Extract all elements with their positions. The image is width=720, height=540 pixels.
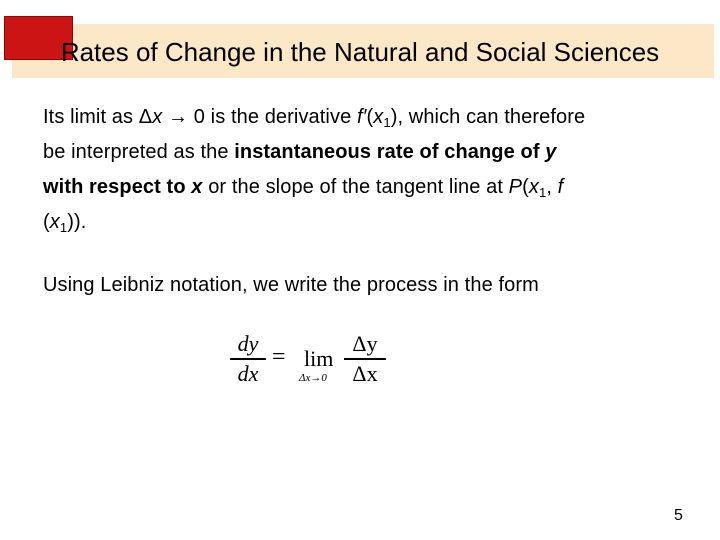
- slide-title: Rates of Change in the Natural and Social Sciences: [60, 37, 660, 67]
- lim-operator: lim: [304, 346, 334, 371]
- lhs-numerator: dy: [237, 331, 259, 356]
- paragraph-derivative: [43, 100, 703, 240]
- equals-sign: =: [272, 344, 286, 370]
- line-1: Its limit as Δx → 0 is the derivative $f'(x_1)$, which can therefore: [43, 106, 586, 130]
- rhs-denominator: Δx: [352, 360, 378, 386]
- line-2: be interpreted as the instantaneous rate of change of y: [43, 141, 557, 163]
- leibniz-formula: [226, 330, 426, 390]
- line-4: $(x_1)$).: [43, 211, 87, 235]
- lhs-fraction-bar: [230, 358, 266, 360]
- rhs-numerator: Δy: [352, 331, 378, 356]
- rhs-fraction-bar: [344, 358, 386, 360]
- rhs-fraction: [344, 332, 386, 386]
- lhs-fraction: [230, 332, 266, 386]
- paragraph-leibniz: Using Leibniz notation, we write the process in the form: [43, 274, 539, 296]
- lhs-denominator: dx: [237, 360, 259, 386]
- page-number: 5: [674, 507, 683, 524]
- lim-subscript: Δx→0: [299, 372, 327, 384]
- line-3: with respect to x or the slope of the tangent line at $P(x_1$, f: [43, 176, 564, 200]
